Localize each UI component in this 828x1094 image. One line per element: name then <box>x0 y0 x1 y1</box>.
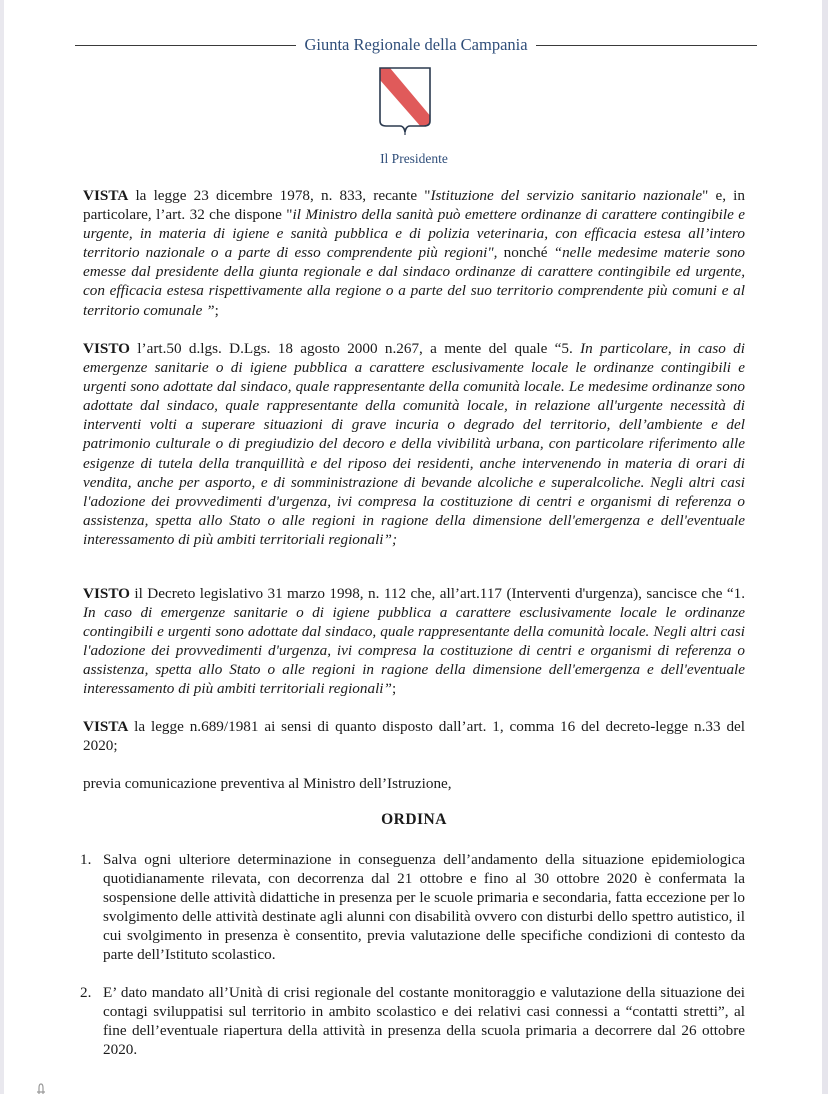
paragraph-previa <box>83 774 745 793</box>
text-segment-italic: Istituzione del servizio sanitario nazionale <box>430 187 703 204</box>
footer-stamp-icon <box>34 1082 48 1094</box>
text-segment-italic: il Ministro della sanità può emettere ordinanze di carattere contingibile e urgente, in materia di igiene e sanità pubblica e di polizia veterinaria, con efficacia estesa all’intero territorio nazionale o a parte di esso comprendente più regioni", <box>83 206 745 262</box>
paragraph-lead: VISTO <box>83 585 130 602</box>
letterhead <box>75 33 757 57</box>
text-segment: nonché <box>497 244 554 262</box>
paragraph-lead: VISTO <box>83 340 130 357</box>
paragraph-visto-112 <box>83 584 745 699</box>
ordina-heading: ORDINA <box>381 811 447 828</box>
order-number: 1. <box>80 851 92 868</box>
header-rule-left <box>75 45 296 46</box>
paragraph-vista-689 <box>83 717 745 755</box>
text-segment: la legge n.689/1981 ai sensi di quanto disposto dall’art. 1, comma 16 del decreto-legge n.33 del 2020; <box>83 718 745 755</box>
text-segment: ; <box>214 301 219 319</box>
paragraph-vista-833 <box>83 186 745 320</box>
paragraph-lead: VISTA <box>83 187 129 204</box>
text-segment: " e, in particolare, l’art. 32 che dispone " <box>83 187 745 224</box>
text-segment: previa comunicazione preventiva al Ministro dell’Istruzione, <box>83 775 452 792</box>
order-item <box>80 850 745 965</box>
president-label: Il Presidente <box>380 151 448 166</box>
paragraph-visto-267 <box>83 339 745 549</box>
text-segment: la legge 23 dicembre 1978, n. 833, recante " <box>128 187 431 204</box>
order-text: Salva ogni ulteriore determinazione in conseguenza dell’andamento della situazione epidemiologica quotidianamente rilevata, con decorrenza dal 21 ottobre e fino al 30 ottobre 2020 è confermata la sospensione delle attività didattiche in presenza per le scuole primaria e secondaria, fatta eccezione per lo svolgimento delle attività destinate agli alunni con disabilità ovvero con disturbi dello spettro autistico, il cui svolgimento in presenza è consentito, previa valutazione delle specifiche condizioni di contesto da parte dell’Istituto scolastico. <box>103 851 745 964</box>
text-segment: il Decreto legislativo 31 marzo 1998, n. 112 che, all’art.117 (Interventi d'urgenza), sancisce che “1. <box>130 585 745 602</box>
text-segment: ; <box>391 680 397 698</box>
text-segment: l’art.50 d.lgs. D.Lgs. 18 agosto 2000 n.267, a mente del quale “5. <box>130 340 581 357</box>
order-text: E’ dato mandato all’Unità di crisi regionale del costante monitoraggio e valutazione della situazione dei contagi sviluppatisi sul territorio in ambito scolastico e dei relativi casi connessi a “contatti stretti”, al fine dell’eventuale riapertura della attività in presenza della scuola primaria a decorrere dal 26 ottobre 2020. <box>103 984 745 1059</box>
paragraph-lead: VISTA <box>83 718 129 735</box>
text-segment-italic: In caso di emergenze sanitarie o di igiene pubblica a carattere esclusivamente locale le ordinanze contingibili e urgenti sono adottate dal sindaco, quale rappresentante della comunità locale. Negli altri casi l'adozione dei provvedimenti d'urgenza, ivi compresa la costituzione di centri e organismi di referenza o assistenza, spetta allo Stato o alle regioni in ragione della dimensione dell'emergenza e dell'eventuale interessamento di più ambiti territoriali regionali” <box>83 604 745 698</box>
header-title: Giunta Regionale della Campania <box>304 35 528 54</box>
order-number: 2. <box>80 984 92 1001</box>
text-segment-italic: “nelle medesime materie sono emesse dal presidente della giunta regionale e dal sindaco ordinanze di carattere contingibile ed urgente, con efficacia estesa rispettivamente alla regione o a parte del suo territorio comprendente più comuni e al territorio comunale ” <box>83 244 746 319</box>
text-segment-italic: In particolare, in caso di emergenze sanitarie o di igiene pubblica a carattere esclusivamente locale le ordinanze contingibili e urgenti sono adottate dal sindaco, quale rappresentante della comunità locale. Le medesime ordinanze sono adottate dal sindaco, quale rappresentante della comunità locale, in relazione all'urgente necessità di interventi volti a superare situazioni di grave incuria o degrado del territorio, dell’ambiente e del patrimonio culturale o di pregiudizio del decoro e della vivibilità urbana, con particolare riferimento alle esigenze di tutela della tranquillità e del riposo dei residenti, anche intervenendo in materia di orari di vendita, anche per asporto, e di somministrazione di bevande alcoliche e superalcoliche. Negli altri casi l'adozione dei provvedimenti d'urgenza, ivi compresa la costituzione di centri e organismi di referenza o assistenza, spetta allo Stato o alle regioni in ragione della dimensione dell'emergenza e dell'eventuale interessamento di più ambiti territoriali regionali”; <box>83 340 745 548</box>
header-rule-right <box>536 45 757 46</box>
coat-of-arms-icon <box>378 66 432 136</box>
order-item <box>80 983 745 1059</box>
